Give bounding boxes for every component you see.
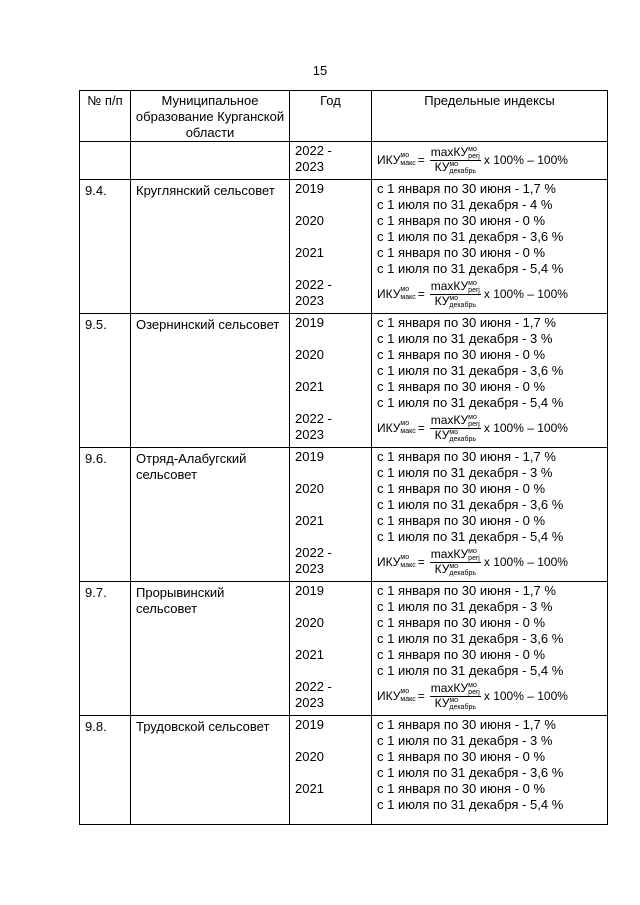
municipality-name: Круглянский сельсовет [136, 183, 275, 198]
formula-denominator [435, 563, 476, 577]
formula-lhs-main: ИКУ [377, 152, 401, 167]
index-period: с 1 июля по 31 декабря - 3,6 % [377, 363, 564, 378]
year-value: 2022 - 2023 [295, 277, 332, 308]
formula-denominator [435, 161, 476, 175]
index-formula [377, 143, 602, 177]
year-value: 2022 - 2023 [295, 143, 332, 174]
formula-numerator [430, 682, 481, 697]
indices-list [372, 582, 607, 713]
formula-tail: x 100% – 100% [483, 689, 568, 703]
formula-num-sub: perj [468, 688, 480, 696]
index-period: с 1 июля по 31 декабря - 4 % [377, 197, 553, 212]
formula-numerator [430, 146, 481, 161]
year-value: 2019 [295, 583, 324, 598]
formula-lhs-sub: макс [400, 160, 416, 168]
formula-den-sub: декабрь [449, 435, 476, 443]
formula-den-main: КУ [434, 695, 450, 710]
index-period-group [377, 315, 602, 347]
year-value: 2021 [295, 513, 324, 528]
formula-den-script [449, 429, 476, 443]
formula-den-sub: декабрь [449, 569, 476, 577]
municipality-name: Трудовской сельсовет [136, 719, 270, 734]
index-period: с 1 января по 30 июня - 1,7 % [377, 449, 556, 464]
formula-den-sup: мо [449, 428, 459, 436]
index-period-group [377, 749, 602, 781]
formula-den-script [449, 563, 476, 577]
formula-fraction [430, 280, 481, 309]
formula-eq: = [417, 689, 425, 703]
index-period: с 1 июля по 31 декабря - 3,6 % [377, 497, 564, 512]
index-period-group [377, 481, 602, 513]
row-number-cell [80, 142, 131, 180]
index-period: с 1 января по 30 июня - 1,7 % [377, 717, 556, 732]
formula-lhs [377, 688, 416, 705]
formula-den-sup: мо [449, 294, 459, 302]
index-period: с 1 января по 30 июня - 0 % [377, 781, 546, 796]
municipality-name: Озернинский сельсовет [136, 317, 280, 332]
indices-cell [372, 180, 608, 314]
year-value: 2021 [295, 781, 324, 796]
year-value: 2019 [295, 181, 324, 196]
formula-den-main: КУ [434, 159, 450, 174]
index-period: с 1 июля по 31 декабря - 3 % [377, 331, 553, 346]
formula-den-main: КУ [434, 561, 450, 576]
formula-num-script [468, 548, 480, 562]
formula-fraction [430, 146, 481, 175]
year-value: 2021 [295, 647, 324, 662]
year-value: 2020 [295, 749, 324, 764]
index-formula [377, 545, 602, 579]
row-number-cell [80, 582, 131, 716]
formula-lhs-main: ИКУ [377, 420, 401, 435]
index-formula [377, 679, 602, 713]
formula-den-script [449, 697, 476, 711]
row-number [80, 142, 130, 145]
indices-cell [372, 448, 608, 582]
index-period-group [377, 213, 602, 245]
municipality-cell [131, 448, 290, 582]
formula-lhs [377, 420, 416, 437]
formula-lhs-sub: макс [400, 428, 416, 436]
formula-lhs-main: ИКУ [377, 688, 401, 703]
formula-num-script [468, 146, 480, 160]
formula-tail: x 100% – 100% [483, 555, 568, 569]
year-list [290, 142, 371, 179]
formula-lhs-sub: макс [400, 294, 416, 302]
index-period: с 1 января по 30 июня - 0 % [377, 513, 546, 528]
index-period-group [377, 245, 602, 277]
index-period: с 1 января по 30 июня - 1,7 % [377, 583, 556, 598]
row-number: 9.4. [85, 183, 107, 198]
index-period: с 1 июля по 31 декабря - 5,4 % [377, 529, 564, 544]
formula-fraction [430, 414, 481, 443]
formula-den-sup: мо [449, 160, 459, 168]
formula-num-sup: мо [468, 145, 477, 153]
formula-tail: x 100% – 100% [483, 421, 568, 435]
header-num: № п/п [80, 91, 131, 142]
formula-eq: = [417, 153, 425, 167]
formula-denominator [435, 429, 476, 443]
formula-lhs-script [400, 420, 415, 436]
table-row [80, 582, 608, 716]
formula-num-script [468, 280, 480, 294]
index-period-group [377, 347, 602, 379]
year-value: 2020 [295, 213, 324, 228]
index-formula [377, 277, 602, 311]
municipality-name [131, 142, 289, 145]
formula-num-main: maxКУ [430, 412, 469, 427]
formula-eq: = [417, 421, 425, 435]
index-period-group [377, 181, 602, 213]
index-period: с 1 января по 30 июня - 0 % [377, 379, 546, 394]
year-value: 2020 [295, 347, 324, 362]
formula-numerator [430, 280, 481, 295]
formula-fraction [430, 548, 481, 577]
table-row [80, 448, 608, 582]
table-row [80, 716, 608, 825]
year-cell [290, 142, 372, 180]
header-indices: Предельные индексы [372, 91, 608, 142]
index-period-group [377, 647, 602, 679]
index-period-group [377, 513, 602, 545]
row-number-cell [80, 180, 131, 314]
formula-den-script [449, 295, 476, 309]
formula-den-script [449, 161, 476, 175]
indices-cell [372, 314, 608, 448]
index-period: с 1 января по 30 июня - 1,7 % [377, 315, 556, 330]
formula-lhs [377, 554, 416, 571]
index-period: с 1 января по 30 июня - 1,7 % [377, 181, 556, 196]
index-period-group [377, 583, 602, 615]
table-header-row [80, 91, 608, 142]
index-period: с 1 июля по 31 декабря - 3 % [377, 599, 553, 614]
formula-num-main: maxКУ [430, 144, 469, 159]
row-number: 9.8. [85, 719, 107, 734]
header-year: Год [290, 91, 372, 142]
index-period: с 1 января по 30 июня - 0 % [377, 749, 546, 764]
municipality-cell [131, 180, 290, 314]
formula-denominator [435, 295, 476, 309]
year-value: 2020 [295, 481, 324, 496]
index-period: с 1 июля по 31 декабря - 5,4 % [377, 663, 564, 678]
table-row [80, 314, 608, 448]
formula-lhs-sup: мо [400, 286, 410, 294]
formula-num-sup: мо [468, 547, 477, 555]
row-number-cell [80, 716, 131, 825]
index-formula [377, 411, 602, 445]
year-value: 2020 [295, 615, 324, 630]
year-cell [290, 716, 372, 825]
table-row [80, 180, 608, 314]
formula-lhs-main: ИКУ [377, 554, 401, 569]
year-cell [290, 314, 372, 448]
row-number: 9.5. [85, 317, 107, 332]
formula-num-sub: perj [468, 554, 480, 562]
year-cell [290, 180, 372, 314]
formula-num-main: maxКУ [430, 278, 469, 293]
formula-lhs-sup: мо [400, 688, 410, 696]
formula-lhs [377, 286, 416, 303]
formula-lhs-script [400, 554, 415, 570]
index-period: с 1 июля по 31 декабря - 3,6 % [377, 229, 564, 244]
formula-num-sub: perj [468, 286, 480, 294]
formula-numerator [430, 414, 481, 429]
formula-num-script [468, 682, 480, 696]
year-value: 2019 [295, 315, 324, 330]
indices-list [372, 448, 607, 579]
row-number-cell [80, 314, 131, 448]
index-period: с 1 июля по 31 декабря - 5,4 % [377, 261, 564, 276]
index-period: с 1 января по 30 июня - 0 % [377, 615, 546, 630]
header-municipality: Муниципальное образование Курганской области [131, 91, 290, 142]
index-period: с 1 января по 30 июня - 0 % [377, 213, 546, 228]
formula-num-main: maxКУ [430, 680, 469, 695]
year-list [290, 314, 371, 447]
index-period: с 1 июля по 31 декабря - 3 % [377, 465, 553, 480]
index-period: с 1 июля по 31 декабря - 3 % [377, 733, 553, 748]
formula-den-sub: декабрь [449, 703, 476, 711]
formula-lhs-script [400, 152, 415, 168]
index-period: с 1 января по 30 июня - 0 % [377, 481, 546, 496]
formula-num-sub: perj [468, 420, 480, 428]
formula-lhs-script [400, 286, 415, 302]
municipality-name: Прорывинский сельсовет [136, 585, 225, 616]
index-period-group [377, 781, 602, 813]
formula-tail: x 100% – 100% [483, 287, 568, 301]
indices-list [372, 314, 607, 445]
municipality-cell [131, 716, 290, 825]
formula-den-sup: мо [449, 696, 459, 704]
index-period-group [377, 615, 602, 647]
year-value: 2019 [295, 717, 324, 732]
year-value: 2021 [295, 379, 324, 394]
index-period-group [377, 379, 602, 411]
formula-num-sup: мо [468, 681, 477, 689]
page-number: 15 [312, 63, 328, 78]
formula-tail: x 100% – 100% [483, 153, 568, 167]
indices-cell [372, 716, 608, 825]
year-list [290, 582, 371, 715]
year-value: 2022 - 2023 [295, 545, 332, 576]
formula-num-sub: perj [468, 152, 480, 160]
formula-den-main: КУ [434, 293, 450, 308]
formula-num-sup: мо [468, 279, 477, 287]
year-cell [290, 448, 372, 582]
table-row [80, 142, 608, 180]
formula-num-script [468, 414, 480, 428]
municipality-cell [131, 314, 290, 448]
indices-cell [372, 582, 608, 716]
formula-lhs-sub: макс [400, 696, 416, 704]
year-cell [290, 582, 372, 716]
formula-lhs-sub: макс [400, 562, 416, 570]
row-number: 9.6. [85, 451, 107, 466]
formula-lhs-sup: мо [400, 420, 410, 428]
formula-den-sub: декабрь [449, 301, 476, 309]
indices-list [372, 142, 607, 177]
index-period-group [377, 717, 602, 749]
formula-den-sub: декабрь [449, 167, 476, 175]
index-period: с 1 июля по 31 декабря - 3,6 % [377, 765, 564, 780]
index-period: с 1 января по 30 июня - 0 % [377, 647, 546, 662]
formula-eq: = [417, 555, 425, 569]
formula-eq: = [417, 287, 425, 301]
row-number: 9.7. [85, 585, 107, 600]
formula-lhs [377, 152, 416, 169]
year-value: 2022 - 2023 [295, 679, 332, 710]
year-list [290, 716, 371, 813]
municipality-cell [131, 142, 290, 180]
formula-lhs-script [400, 688, 415, 704]
formula-den-main: КУ [434, 427, 450, 442]
row-number-cell [80, 448, 131, 582]
formula-lhs-main: ИКУ [377, 286, 401, 301]
formula-den-sup: мо [449, 562, 459, 570]
formula-lhs-sup: мо [400, 554, 410, 562]
year-value: 2022 - 2023 [295, 411, 332, 442]
index-period: с 1 января по 30 июня - 0 % [377, 347, 546, 362]
formula-fraction [430, 682, 481, 711]
year-list [290, 448, 371, 581]
year-value: 2021 [295, 245, 324, 260]
municipality-name: Отряд-Алабугский сельсовет [136, 451, 247, 482]
indices-list [372, 180, 607, 311]
indices-list [372, 716, 607, 813]
indices-table [79, 90, 608, 825]
index-period: с 1 июля по 31 декабря - 3,6 % [377, 631, 564, 646]
municipality-cell [131, 582, 290, 716]
index-period: с 1 января по 30 июня - 0 % [377, 245, 546, 260]
formula-lhs-sup: мо [400, 152, 410, 160]
formula-num-main: maxКУ [430, 546, 469, 561]
index-period-group [377, 449, 602, 481]
formula-num-sup: мо [468, 413, 477, 421]
formula-numerator [430, 548, 481, 563]
index-period: с 1 июля по 31 декабря - 5,4 % [377, 395, 564, 410]
formula-denominator [435, 697, 476, 711]
year-value: 2019 [295, 449, 324, 464]
index-period: с 1 июля по 31 декабря - 5,4 % [377, 797, 564, 812]
indices-cell [372, 142, 608, 180]
year-list [290, 180, 371, 313]
